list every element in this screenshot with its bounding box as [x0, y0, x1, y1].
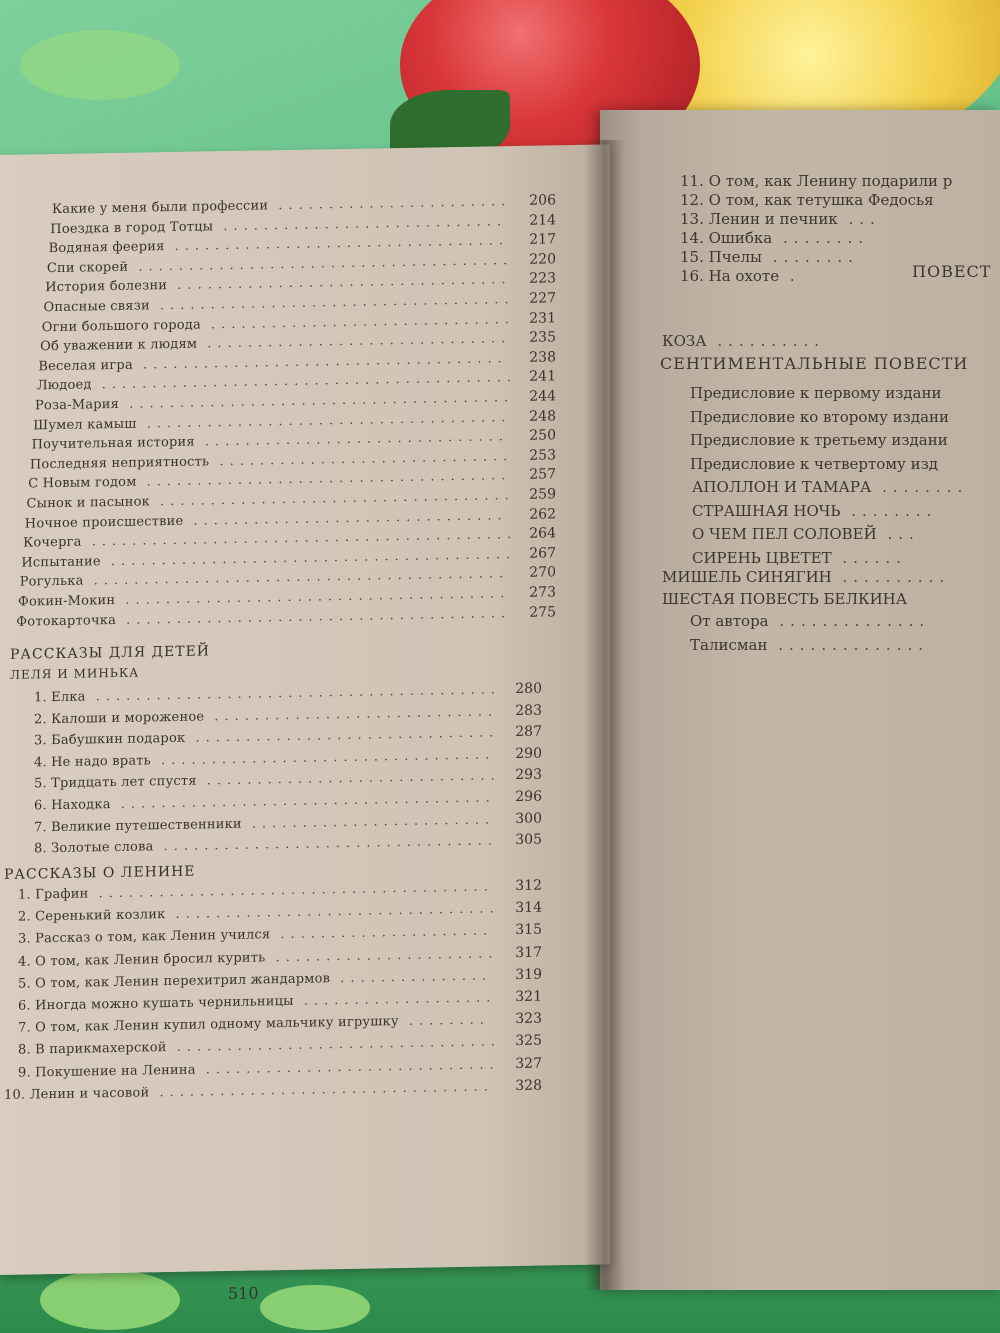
dot-leader: ............... — [330, 968, 493, 987]
toc-entry — [34, 725, 499, 748]
toc-entry-title: 9. Покушение на Ленина — [18, 1062, 196, 1081]
dot-leader: ... — [876, 525, 920, 543]
toc-entry — [18, 990, 496, 1013]
toc-page-number: 314 — [515, 899, 542, 917]
toc-entry — [662, 332, 825, 350]
toc-entry — [45, 272, 511, 295]
toc-entry — [692, 549, 907, 567]
toc-entry-title: Спи скорей — [46, 259, 129, 276]
dot-leader: .................................... — [136, 468, 512, 491]
toc-page-number: 293 — [515, 766, 542, 784]
dot-leader: ................................... — [149, 292, 515, 314]
dot-leader: ................... — [293, 990, 497, 1009]
dot-leader: ......................................... — [83, 566, 510, 589]
dot-leader: ...................................... — [119, 390, 515, 412]
toc-entry-title: Водяная феерия — [48, 239, 165, 257]
toc-entry — [42, 312, 515, 335]
toc-entry — [34, 769, 501, 792]
toc-page-number: 231 — [529, 309, 556, 327]
toc-entry-title: 7. О том, как Ленин купил одному мальчику игрушку — [18, 1014, 399, 1036]
toc-entry — [18, 924, 493, 947]
toc-entry-text: 14. Ошибка — [680, 229, 773, 247]
section-heading — [912, 262, 991, 281]
toc-entry-title: Людоед — [36, 377, 92, 394]
toc-entry-text: О ЧЕМ ПЕЛ СОЛОВЕЙ — [692, 525, 877, 543]
toc-entry — [38, 351, 507, 374]
subsection-heading: ЛЕЛЯ И МИНЬКА — [10, 665, 140, 682]
dot-leader: ....................................... — [88, 879, 494, 902]
toc-entry-text: КОЗА — [662, 332, 707, 350]
toc-entry-title: Рогулька — [19, 573, 84, 591]
dot-leader: ........................................ — [100, 546, 517, 570]
toc-entry-title: 4. О том, как Ленин бросил курить — [18, 949, 266, 970]
dot-leader: .................................... — [132, 350, 508, 373]
toc-page-number: 283 — [515, 702, 542, 719]
toc-entry-title: Сынок и пасынок — [26, 494, 150, 512]
toc-entry-title: 6. Находка — [34, 797, 111, 814]
toc-entry — [32, 429, 509, 452]
toc-entry-title: Испытание — [21, 554, 101, 571]
toc-entry-title: Шумел камыш — [33, 416, 137, 434]
dot-leader: ................................. — [167, 272, 512, 294]
toc-entry-title: С Новым годом — [28, 475, 137, 492]
toc-page-number: 220 — [529, 251, 556, 268]
toc-page-number: 262 — [529, 505, 556, 523]
toc-entry — [18, 968, 492, 991]
toc-page-number: 325 — [515, 1032, 542, 1050]
toc-entry — [690, 636, 929, 654]
toc-entry-title: Поучительная история — [31, 434, 195, 453]
section-heading-text: СЕНТИМЕНТАЛЬНЫЕ ПОВЕСТИ — [660, 354, 969, 373]
toc-page-number: 250 — [529, 427, 556, 444]
toc-entry — [18, 946, 499, 969]
toc-entry — [34, 833, 498, 856]
toc-page-number: 253 — [529, 447, 556, 464]
dot-leader: .............. — [768, 612, 931, 630]
dot-leader: ................................ — [166, 1034, 502, 1056]
toc-entry-text: ШЕСТАЯ ПОВЕСТЬ БЕЛКИНА — [662, 590, 908, 608]
toc-entry-title: 7. Великие путешественники — [34, 816, 242, 836]
section-heading — [660, 354, 968, 373]
toc-entry — [50, 214, 507, 237]
toc-entry — [34, 682, 501, 705]
toc-entry-title: 8. В парикмахерской — [18, 1040, 167, 1059]
toc-entry-title: Последняя неприятность — [29, 454, 210, 473]
toc-page-number: 235 — [529, 329, 556, 346]
toc-entry-title: Фотокарточка — [16, 612, 117, 630]
toc-entry-title: 3. Рассказ о том, как Ленин учился — [18, 927, 271, 948]
toc-entry-title: 4. Не надо врать — [34, 753, 151, 771]
toc-entry-text: АПОЛЛОН И ТАМАРА — [692, 478, 872, 496]
dot-leader: .......... — [831, 568, 951, 586]
toc-entry — [40, 331, 511, 354]
toc-page-number: 317 — [515, 944, 542, 961]
toc-page-number: 241 — [529, 368, 556, 386]
toc-entry — [680, 248, 859, 266]
right-page — [600, 110, 1000, 1290]
toc-entry — [44, 292, 515, 315]
toc-entry — [692, 502, 937, 520]
toc-entry — [18, 901, 500, 924]
dot-leader: ........................................ — [85, 682, 501, 705]
toc-entry — [662, 590, 907, 608]
toc-entry — [680, 267, 801, 285]
dot-leader: ..................................... — [110, 790, 496, 813]
toc-entry-text: 13. Ленин и печник — [680, 210, 838, 228]
dot-leader: ........ — [840, 501, 938, 520]
toc-entry — [690, 455, 938, 473]
dot-leader: .............................. — [197, 331, 512, 352]
toc-entry — [18, 1035, 501, 1058]
toc-page-number: 312 — [515, 877, 542, 895]
toc-entry-title: 1. Графин — [18, 886, 89, 903]
dot-leader: ................................... — [150, 488, 515, 510]
dot-leader: . — [779, 267, 801, 285]
toc-page-number: 275 — [529, 603, 556, 621]
toc-entry — [690, 384, 942, 402]
background-pattern-blob — [260, 1285, 370, 1330]
toc-page-number: 319 — [515, 966, 542, 983]
toc-page-number: 327 — [515, 1055, 542, 1072]
toc-entry — [16, 606, 511, 630]
toc-entry — [34, 704, 498, 727]
toc-entry-text: СТРАШНАЯ НОЧЬ — [692, 501, 841, 520]
toc-entry-title: Веселая игра — [38, 357, 133, 375]
section-heading: РАССКАЗЫ ДЛЯ ДЕТЕЙ — [10, 643, 211, 663]
toc-entry-title: Роза-Мария — [35, 396, 120, 414]
toc-entry — [18, 879, 494, 902]
section-heading: РАССКАЗЫ О ЛЕНИНЕ — [4, 863, 196, 883]
toc-entry-text: Предисловие к третьему издани — [690, 431, 948, 449]
dot-leader: ....................... — [268, 194, 512, 214]
toc-entry — [692, 525, 920, 543]
toc-entry-title: Кочерга — [23, 534, 82, 551]
toc-entry-title: 5. Тридцать лет спустя — [34, 773, 197, 792]
toc-entry — [690, 431, 948, 449]
toc-page-number: 223 — [529, 270, 556, 288]
dot-leader: ......................................... — [91, 370, 518, 393]
toc-page-number: 259 — [529, 486, 556, 503]
toc-entry-title: 6. Иногда можно кушать чернильницы — [18, 993, 294, 1014]
toc-page-number: 290 — [515, 745, 542, 762]
dot-leader: ............................. — [196, 768, 501, 789]
background-pattern-blob — [20, 30, 180, 100]
dot-leader: .............................. — [200, 311, 516, 333]
toc-entry — [680, 229, 869, 247]
toc-page-number: 296 — [515, 788, 542, 806]
dot-leader: ................................. — [150, 747, 496, 769]
dot-leader: ...... — [831, 548, 907, 567]
dot-leader: ........................ — [241, 811, 496, 832]
toc-entry-title: 8. Золотые слова — [34, 839, 154, 857]
toc-entry-title: Об уважении к людям — [40, 336, 198, 355]
toc-page-number: 206 — [529, 192, 556, 209]
toc-page-number: 300 — [515, 810, 542, 827]
background-pattern-blob — [40, 1270, 180, 1330]
toc-page-number: 323 — [515, 1010, 542, 1028]
dot-leader: ............................. — [195, 1056, 500, 1078]
dot-leader: ................................. — [149, 1079, 494, 1101]
toc-entry — [680, 172, 952, 190]
toc-entry-text: МИШЕЛЬ СИНЯГИН — [662, 568, 832, 586]
toc-entry — [662, 568, 950, 586]
toc-page-number: 305 — [515, 831, 542, 849]
dot-leader: ............................. — [209, 448, 514, 470]
dot-leader: ........ — [398, 1012, 490, 1030]
dot-leader: ............................... — [183, 507, 508, 529]
toc-entry-title: Поездка в город Тотцы — [50, 218, 214, 237]
toc-page-number: 257 — [529, 466, 556, 484]
toc-entry — [52, 194, 511, 217]
dot-leader: .............. — [767, 636, 930, 654]
dot-leader: ..................................... — [128, 252, 514, 275]
toc-entry-text: От автора — [690, 612, 769, 630]
toc-page-number: 270 — [529, 564, 556, 582]
book-gutter — [585, 140, 625, 1290]
toc-entry-title: 3. Бабушкин подарок — [34, 730, 186, 749]
toc-entry-text: СИРЕНЬ ЦВЕТЕТ — [692, 548, 832, 567]
dot-leader: ........ — [772, 229, 870, 247]
dot-leader: .............................. — [194, 429, 509, 450]
dot-leader: .............................. — [185, 725, 500, 746]
toc-page-number: 315 — [515, 921, 542, 939]
toc-page-number: 217 — [529, 231, 556, 248]
toc-entry-title: 1. Елка — [34, 689, 86, 706]
toc-entry — [34, 812, 495, 835]
toc-page-number: 227 — [529, 290, 556, 307]
dot-leader: ................................. — [164, 233, 509, 255]
toc-entry — [692, 478, 968, 496]
dot-leader: ................................. — [153, 833, 499, 855]
left-page — [0, 144, 610, 1304]
dot-leader: ........ — [871, 478, 969, 496]
toc-entry — [34, 790, 496, 813]
toc-entry-text: 12. О том, как тетушка Федосья — [680, 191, 934, 209]
toc-page-number: 264 — [529, 525, 556, 542]
dot-leader: .......................................... — [81, 527, 518, 550]
toc-entry-title: 5. О том, как Ленин перехитрил жандармов — [18, 971, 331, 992]
toc-entry-text: Предисловие ко второму издани — [690, 407, 950, 426]
dot-leader: ........ — [761, 248, 859, 266]
toc-entry-title: 2. Калоши и мороженое — [34, 709, 205, 728]
toc-entry-text: Предисловие к первому издани — [690, 384, 942, 402]
toc-page-number: 238 — [529, 349, 556, 366]
page-number: 510 — [228, 1283, 259, 1304]
dot-leader: ...................................... — [115, 586, 511, 608]
dot-leader: ............................ — [213, 213, 508, 234]
toc-entry-title: 2. Серенький козлик — [18, 907, 166, 925]
toc-entry — [690, 612, 930, 630]
toc-page-number: 244 — [529, 388, 556, 405]
toc-page-number: 248 — [529, 407, 556, 425]
toc-entry — [18, 1013, 490, 1036]
toc-page-number: 328 — [515, 1077, 542, 1094]
dot-leader: ..................... — [270, 923, 494, 943]
toc-page-number: 280 — [515, 680, 542, 698]
toc-entry-title: Огни большого города — [41, 317, 201, 335]
toc-entry — [690, 408, 949, 426]
toc-entry-text: Предисловие к четвертому изд — [690, 454, 939, 473]
toc-page-number: 267 — [529, 545, 556, 562]
dot-leader: ...................................... — [116, 605, 512, 628]
toc-entry — [47, 253, 513, 276]
toc-page-number: 214 — [529, 211, 556, 229]
dot-leader: ................................ — [165, 901, 500, 923]
toc-entry-text: 11. О том, как Ленину подарили р — [680, 172, 953, 190]
toc-entry-title: Опасные связи — [43, 298, 150, 316]
toc-entry-title: 10. Ленин и часовой — [4, 1085, 150, 1103]
dot-leader: .................................... — [136, 409, 512, 432]
toc-entry-text: 15. Пчелы — [680, 248, 762, 266]
toc-entry — [18, 1057, 500, 1080]
toc-entry-title: Фокин-Мокин — [18, 592, 116, 610]
toc-entry — [49, 233, 509, 256]
dot-leader: ... — [837, 210, 881, 228]
toc-entry — [680, 191, 934, 209]
toc-entry — [4, 1079, 494, 1103]
toc-page-number: 287 — [515, 723, 542, 741]
toc-page-number: 321 — [515, 988, 542, 1006]
toc-entry-title: Ночное происшествие — [24, 513, 184, 532]
toc-entry-title: Какие у меня были профессии — [52, 198, 269, 218]
toc-entry — [680, 210, 881, 228]
dot-leader: .......... — [706, 332, 826, 350]
toc-entry-text: 16. На охоте — [680, 267, 780, 285]
toc-entry — [34, 747, 495, 770]
dot-leader: ............................ — [204, 703, 499, 725]
toc-page-number: 273 — [529, 584, 556, 601]
dot-leader: ...................... — [265, 945, 499, 965]
section-heading-text: ПОВЕСТ — [912, 262, 992, 281]
toc-entry-title: История болезни — [45, 278, 168, 296]
toc-entry-text: Талисман — [690, 636, 768, 654]
